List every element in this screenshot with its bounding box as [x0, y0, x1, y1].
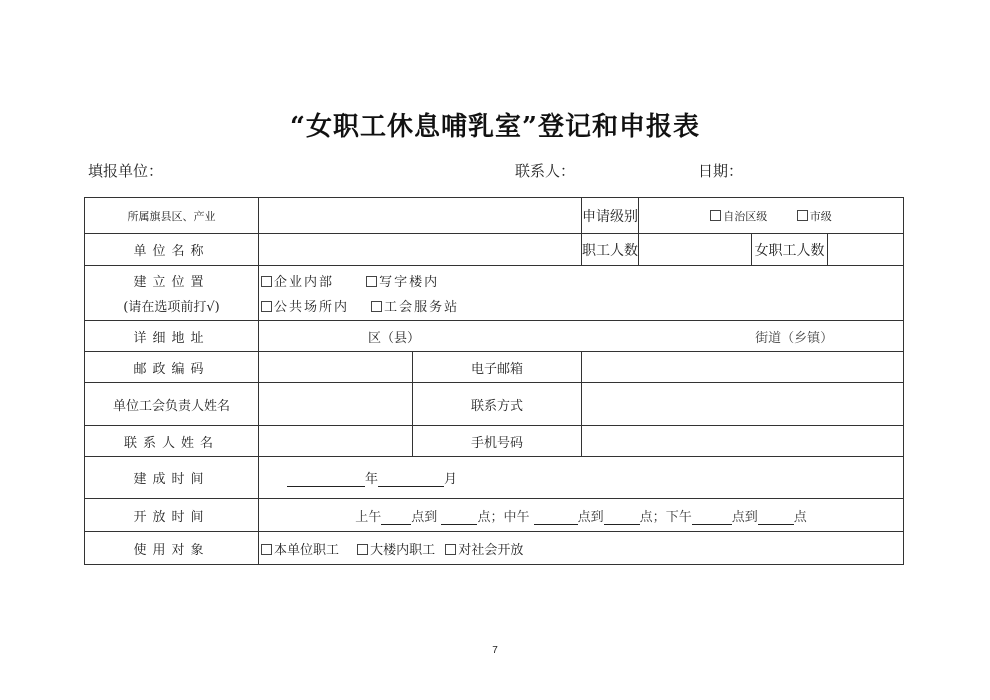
union-head-label: 单位工会负责人姓名 [85, 383, 259, 426]
option-enterprise-internal[interactable]: 企业内部 [261, 275, 334, 290]
staff-count-label: 职工人数 [582, 234, 639, 266]
address-district-suffix: 区（县） [367, 330, 420, 346]
option-autonomous-region[interactable]: 自治区级 [710, 210, 767, 223]
noon-end-blank[interactable] [604, 512, 640, 525]
row-location [85, 266, 904, 321]
option-building-staff[interactable]: 大楼内职工 [357, 543, 435, 558]
row-unit-name [85, 234, 904, 266]
unit-name-label: 单位名称 [85, 234, 259, 266]
afternoon-end-blank[interactable] [758, 512, 794, 525]
contact-method-field[interactable] [582, 383, 904, 426]
contact-name-label: 联系人姓名 [85, 426, 259, 457]
district-field[interactable] [259, 198, 582, 234]
postcode-label: 邮政编码 [85, 352, 259, 383]
address-street-suffix: 街道（乡镇） [755, 330, 834, 346]
email-field[interactable] [582, 352, 904, 383]
option-office-building[interactable]: 写字楼内 [366, 275, 439, 290]
noon-start-blank[interactable] [534, 512, 578, 525]
row-users [85, 532, 904, 565]
morning-start-blank[interactable] [381, 512, 411, 525]
registration-form-table [84, 197, 904, 565]
location-label: 建立位置 [133, 275, 210, 290]
mobile-label: 手机号码 [413, 426, 582, 457]
unit-name-field[interactable] [259, 234, 582, 266]
open-time-label: 开放时间 [85, 499, 259, 532]
page-number: 7 [492, 645, 498, 656]
district-label: 所属旗县区、产业 [85, 198, 259, 234]
users-label: 使用对象 [85, 532, 259, 565]
option-public[interactable]: 对社会开放 [445, 543, 523, 558]
built-time-label: 建成时间 [85, 457, 259, 499]
row-union-head [85, 383, 904, 426]
contact-method-label: 联系方式 [413, 383, 582, 426]
checkbox-icon[interactable] [261, 301, 272, 312]
afternoon-start-blank[interactable] [692, 512, 732, 525]
location-options [259, 266, 904, 321]
year-blank[interactable] [287, 474, 365, 487]
contact-name-field[interactable] [259, 426, 413, 457]
open-time-field: 上午 点到 点；中午 点到 点；下午 点到 点 [259, 499, 904, 532]
date-label: 日期： [698, 162, 744, 180]
users-options [259, 532, 904, 565]
location-hint: (请在选项前打√) [123, 300, 220, 315]
row-built-time [85, 457, 904, 499]
option-public-place[interactable]: 公共场所内 [261, 300, 349, 315]
option-union-station[interactable]: 工会服务站 [371, 300, 459, 315]
checkbox-icon[interactable] [357, 544, 368, 555]
postcode-field[interactable] [259, 352, 413, 383]
apply-level-label: 申请级别 [582, 198, 639, 234]
checkbox-icon[interactable] [797, 210, 808, 221]
row-address [85, 321, 904, 352]
checkbox-icon[interactable] [445, 544, 456, 555]
staff-count-field[interactable] [639, 234, 752, 266]
checkbox-icon[interactable] [710, 210, 721, 221]
row-contact-name [85, 426, 904, 457]
address-label: 详细地址 [85, 321, 259, 352]
location-label-cell [85, 266, 259, 321]
female-staff-count-field[interactable] [828, 234, 904, 266]
union-head-field[interactable] [259, 383, 413, 426]
row-open-time [85, 499, 904, 532]
form-title: “女职工休息哺乳室”登记和申报表 [290, 112, 700, 142]
checkbox-icon[interactable] [366, 276, 377, 287]
mobile-field[interactable] [582, 426, 904, 457]
checkbox-icon[interactable] [261, 276, 272, 287]
row-postcode [85, 352, 904, 383]
contact-person-label: 联系人： [515, 162, 576, 180]
row-district [85, 198, 904, 234]
filling-unit-label: 填报单位： [88, 162, 164, 180]
checkbox-icon[interactable] [371, 301, 382, 312]
email-label: 电子邮箱 [413, 352, 582, 383]
morning-end-blank[interactable] [441, 512, 477, 525]
option-own-staff[interactable]: 本单位职工 [261, 543, 339, 558]
apply-level-options [639, 198, 904, 234]
month-blank[interactable] [378, 474, 444, 487]
female-staff-count-label: 女职工人数 [752, 234, 828, 266]
built-time-field: 年 月 [259, 457, 904, 499]
option-city[interactable]: 市级 [797, 210, 832, 223]
checkbox-icon[interactable] [261, 544, 272, 555]
address-field[interactable] [259, 321, 904, 352]
